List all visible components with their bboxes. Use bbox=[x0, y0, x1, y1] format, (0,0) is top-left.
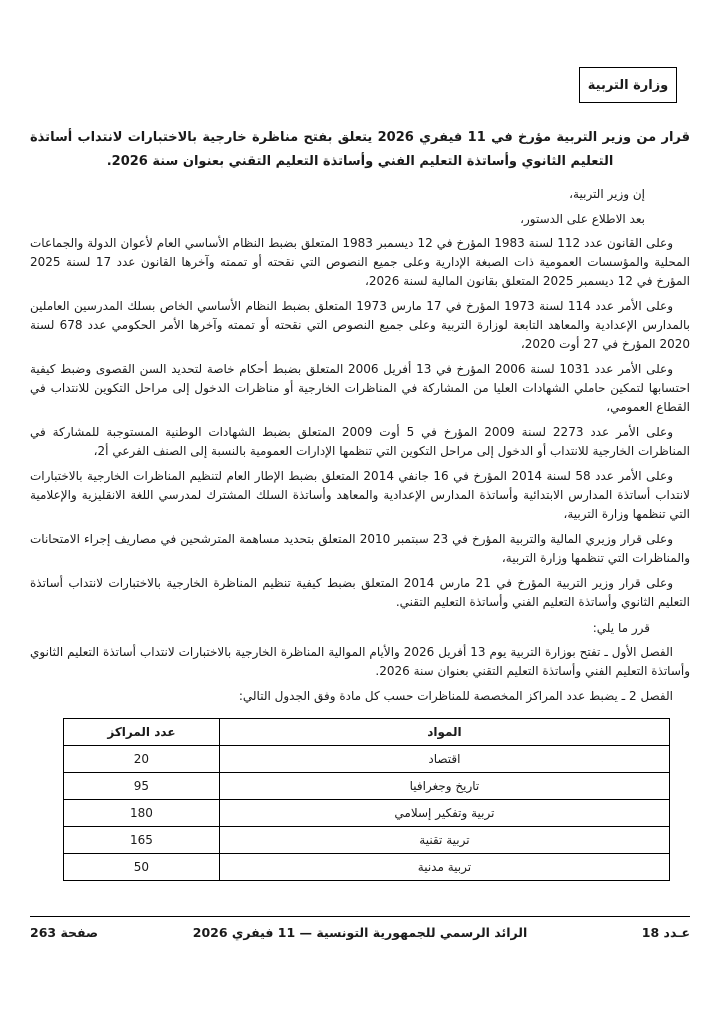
count-cell: 95 bbox=[64, 773, 220, 800]
decree-body bbox=[30, 126, 690, 881]
preamble-paragraph-ministers-order: وعلى قرار وزيري المالية والتربية المؤرخ في 23 سبتمبر 2010 المتعلق بتحديد مساهمة المترشحين في مصاريف إجراء الامتحانات والمناظرات التي تنظمها وزارة التربية، bbox=[30, 532, 690, 565]
count-cell: 180 bbox=[64, 800, 220, 827]
preamble-paragraph-decree-2273: وعلى الأمر عدد 2273 لسنة 2009 المؤرخ في 5 أوت 2009 المتعلق بضبط الشهادات الوطنية المستوجبة للمشاركة في المناظرات الخارجية للانتداب أو الدخول إلى مراحل التكوين التي تنظمها الإدارات العمومية بالنسبة إلى الصنف الفرعي أ2، bbox=[30, 425, 690, 458]
table-header-count: عدد المراكز bbox=[64, 719, 220, 746]
table-header-subjects: المواد bbox=[219, 719, 669, 746]
intro-line-constitution: بعد الاطلاع على الدستور، bbox=[520, 212, 645, 226]
preamble-paragraph-decree-1031: وعلى الأمر عدد 1031 لسنة 2006 المؤرخ في 13 أفريل 2006 المتعلق بضبط أحكام خاصة لتحديد السن القصوى وضبط كيفية احتسابها لتمكين حاملي الشهادات العليا من المشاركة في المناظرات الخارجية أو مناظرات الدخول إلى مراحل التكوين للانتداب في القطاع العمومي، bbox=[30, 362, 690, 414]
subject-cell: تربية تقنية bbox=[219, 827, 669, 854]
subject-cell: اقتصاد bbox=[219, 746, 669, 773]
decision-line: قرر ما يلي: bbox=[592, 621, 650, 635]
table-row bbox=[64, 800, 670, 827]
table-row bbox=[64, 746, 670, 773]
preamble-paragraph-decree-58: وعلى الأمر عدد 58 لسنة 2014 المؤرخ في 16 جانفي 2014 المتعلق بضبط الإطار العام لتنظيم المناظرات الخارجية بالاختبارات لانتداب أساتذة المدارس الابتدائية وأساتذة المدارس الإعدادية والمعاهد وأساتذة السلك المشترك لمدرسي اللغة الانقليزية والإعلامية التي تنظمها وزارة التربية، bbox=[30, 469, 690, 521]
article-1: الفصل الأول ـ تفتح بوزارة التربية يوم 13 أفريل 2026 والأيام الموالية المناظرة الخارجية بالاختبارات لانتداب أساتذة التعليم الثانوي وأساتذة التعليم الفني وأساتذة التعليم التقني بعنوان سنة 2026. bbox=[30, 645, 690, 678]
count-cell: 20 bbox=[64, 746, 220, 773]
subject-cell: تربية وتفكير إسلامي bbox=[219, 800, 669, 827]
page-footer bbox=[30, 916, 690, 940]
intro-line-minister: إن وزير التربية، bbox=[569, 187, 645, 201]
table-row bbox=[64, 827, 670, 854]
gazette-title-date: الرائد الرسمي للجمهورية التونسية — 11 فيفري 2026 bbox=[192, 925, 528, 940]
ministry-label: وزارة التربية bbox=[587, 77, 669, 93]
article-2: الفصل 2 ـ يضبط عدد المراكز المخصصة للمناظرات حسب كل مادة وفق الجدول التالي: bbox=[238, 689, 673, 703]
ministry-box bbox=[579, 67, 677, 103]
preamble-paragraph-decree-114: وعلى الأمر عدد 114 لسنة 1973 المؤرخ في 17 مارس 1973 المتعلق بضبط النظام الأساسي الخاص بسلك المدرسين العاملين بالمدارس الإعدادية والمعاهد التابعة لوزارة التربية وعلى جميع النصوص التي نقحته أو تممته وآخرها الأمر الحكومي عدد 678 لسنة 2020 المؤرخ في 27 أوت 2020، bbox=[30, 299, 690, 351]
issue-number: عـدد 18 bbox=[641, 925, 690, 940]
preamble-paragraph-minister-order-2014: وعلى قرار وزير التربية المؤرخ في 21 مارس 2014 المتعلق بضبط كيفية تنظيم المناظرة الخارجية بالاختبارات لانتداب أساتذة التعليم الثانوي وأساتذة التعليم الفني وأساتذة التعليم التقني. bbox=[30, 576, 690, 609]
table-row bbox=[64, 773, 670, 800]
preamble-paragraph-law-112: وعلى القانون عدد 112 لسنة 1983 المؤرخ في 12 ديسمبر 1983 المتعلق بضبط النظام الأساسي العام لأعوان الدولة والجماعات المحلية والمؤسسات العمومية ذات الصبغة الإدارية وعلى جميع النصوص التي نقحته أو تممته وآخرها القانون عدد 17 لسنة 2025 المؤرخ في 12 ديسمبر 2025 المتعلق بقانون المالية لسنة 2026، bbox=[30, 236, 691, 288]
page-number: صفحة 263 bbox=[30, 925, 99, 940]
count-cell: 50 bbox=[64, 854, 220, 881]
decree-title: قرار من وزير التربية مؤرخ في 11 فيفري 2026 يتعلق بفتح مناظرة خارجية بالاختبارات لانتداب أساتذة التعليم الثانوي وأساتذة التعليم الفني وأساتذة التعليم التقني بعنوان سنة 2026. bbox=[30, 130, 691, 169]
count-cell: 165 bbox=[64, 827, 220, 854]
positions-table bbox=[63, 718, 670, 881]
subject-cell: تربية مدنية bbox=[219, 854, 669, 881]
table-row bbox=[64, 854, 670, 881]
table-header-row bbox=[64, 719, 670, 746]
subject-cell: تاريخ وجغرافيا bbox=[219, 773, 669, 800]
